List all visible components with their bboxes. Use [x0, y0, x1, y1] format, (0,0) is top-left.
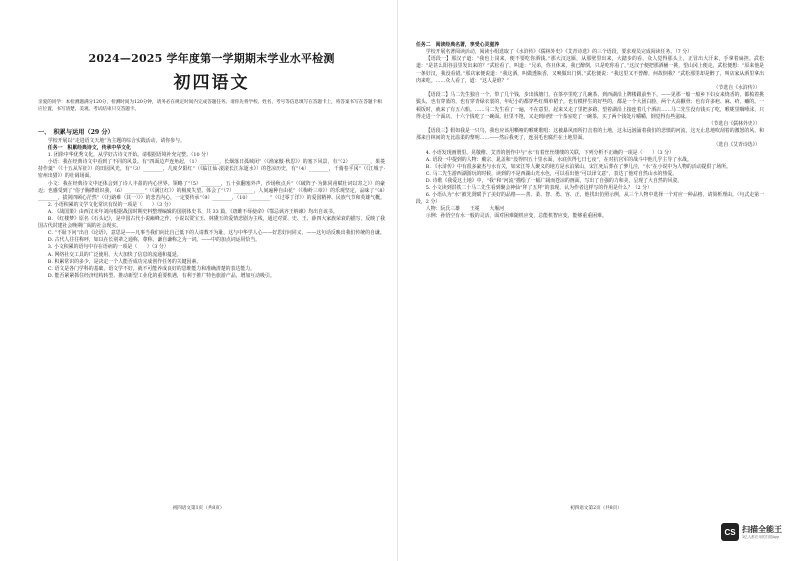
option-line: D. 能否紧紧抓住经济结构转型、推动新型工业化的重要机遇，有利于推广特色旅游产品，增加互动吸引。: [47, 272, 275, 279]
option-line: C. “不耻下问”出自《论语》，意思是——凡事当我们向比自己低下的人请教不为耻，这与中华学人心——好思好问同义，——这句话反映出我们传统的自谦。: [47, 230, 385, 237]
question-three: [38, 244, 385, 279]
exam-notice: 亲爱的同学：本检测题满分120分，检测时间为120分钟，请务必在规定时间内完成答题任务。请你先将学校、姓名、考号等信息填写在答题卡上，将答案书写在答题卡相应位置，书写清楚、美观。考试结束只交答题卡。: [38, 100, 382, 112]
passage-source: （节选自《儒林外史》）: [708, 120, 760, 127]
watermark-sub: 3亿人都在用的扫描App: [742, 535, 780, 539]
option-line: B. 《水浒传》中有很多豪杰与水有关，如宋江等人聚义的地方是水泊梁山，宋江死后葬在了蓼儿洼，“水”在小说中为人物的活动提供了场所。: [425, 163, 731, 170]
passage-three: 【语段三】假如我是一只鸟，我也应该用嘶哑的喉咙歌唱：这被暴风雨所打击着的土地，这永远汹涌着我们的悲愤的河流，这无止息地吹刮着的激怒的风，和那来自林间的无比温柔的黎明……——然后我死了，连羽毛也腐烂在土地里面。: [416, 128, 764, 142]
page-footer: 初四语文第2页（共8页）: [570, 506, 622, 511]
watermark-name: 扫描全能王: [742, 525, 782, 534]
passage-source: （选自《艾青诗选》）: [713, 142, 760, 149]
exam-subject: 初四语文: [173, 73, 250, 93]
question-five: [416, 185, 764, 192]
question-one: [38, 152, 385, 202]
question-line: 2. 小语积累的文学文化常识有误的一项是（ ）（3 分）: [47, 201, 174, 208]
question-two: [38, 202, 385, 245]
task-one-heading: 任务一 积累经典诗文，传承中华文化: [47, 145, 131, 152]
question-line: 小文：我在经典诗文中还体会到了诗人丰盈的内心世界。领略了“（5）________，五十弦翻塞外声，沙场秋点兵”（《破阵子·为陈同甫赋壮词以寄之》）的豪迈；也感受到了“俗子胸襟谁识我，（6）________”（《满江红》）的极度失望。体会了“（7）________，人间遍种自由花”（《梅岭三章》）的乐观坚定，品味了“（8）________，拔剑四顾心茫然”（《行路难（其一）》）的悲苦内心，一定要传承“（9）________，（10）________”（《过零丁洋》）的爱国精神、民族气节和英雄气概。: [38, 180, 385, 201]
question-line: 3. 小文积累的语句中存在语病的一项是（ ）（3 分）: [47, 244, 169, 251]
scanner-watermark: [721, 523, 782, 541]
passage-one: 【语段一】那汉子道：“我也上岗来，便不要吃你酒钱。”那大汉这厮，从那壁里出来，大踏步的看，众人觉得那头上，正冒出大汗来，手拿着扁担。武松道：“是甚么阳谷县里发出来的？”武松看了，叫道：“兄弟，你且休来，我已醉倒，只是吃你看了。”这汉子便把那酒桶一挑，望山冈上便走。武松便想：“原来他是一条好汉，我没看错。”那店家便说道：“我这酒，叫做透瓶香，又唤做出门倒。”武松便说：“我这里又不曾醉，何故倒我？”武松那里却是醉了，叫店家从酒里拿出肉来吃。……众人看了，道：“这人是谁？”: [416, 56, 764, 84]
camscanner-logo-icon: CS: [721, 523, 739, 541]
section-heading: 一、 积累与运用（29 分）: [38, 129, 114, 136]
page-two: [397, 0, 794, 561]
passage-two: 【语段二】马二先生独自一个，带了几个钱，步出钱塘门，在茶亭里吃了几碗茶，到西湖沿上牌楼跟前坐下。——见那一船一船乡下妇女来烧香的，都梳着挑鬓头，也有穿蓝的，也有穿青绿衣裳的，年纪小的都穿些红绸单裙子。也有模样生的好些的，都是一个大团白脸，两个大高颧骨；也有许多疤、麻、疥、癞的。一顿饭时，就来了有五六船。……马二先生看了一遍，不在意里。起来又走了里把多路，望着湖沿上接连着几个酒店……马二先生没有钱买了吃，喉咙里咽唾沫，只得走进一个面店，十六个钱吃了一碗面。肚里不饱，又走到间壁一个茶室吃了一碗茶，买了两个钱处片嚼嚼，倒觉得有些滋味。: [416, 92, 764, 120]
exam-title: 2024—2025 学年度第一学期期末学业水平检测: [88, 52, 335, 65]
question-line: 4. 小语发现画册里、晃敬稚、艾青的创作中与“水”有着丝丝缕缕的关联，下列分析不正确的一项是（ ）（3 分）: [425, 149, 674, 156]
question-line: 6. 小语认为“水”被先贤赋予了美好的品格——善、柔、智、勇、容、正，他找出仿照示例，从三个人物中选择一个对应一种品格，请简析理由。（句式走第一段，2 分）: [416, 192, 764, 206]
option-line: D. 古代人往往称呼，如以在长别辈之通称，尊称，谦自谦称之为一词。——中的加点词运用恰当。: [47, 237, 261, 244]
question-line: 人物：阮氏三雄 王冕 大堰河: [425, 206, 505, 213]
activity-intro: 学校开展以“走进语文天地”为主题的综合实践活动，请你参与。: [47, 138, 185, 144]
question-line: 5. 小文读到洪铁二十马二先生看到聚会神仙“拜了五拜”的表现，认为作者这样写的作用是什么？（2 分）: [425, 184, 652, 191]
question-four: [416, 150, 764, 185]
question-line: 1. 团徐中华优秀文化，从学好古诗文开始。请根据语境补充完整。（10 分）: [47, 152, 211, 159]
option-line: C. 语文是各门学科的基础，语文学不好，就不可能养成良好的思维能力和准确清楚的表达能力。: [47, 265, 255, 272]
option-line: A. 《战国策》由西汉末年刘向根据战国时期史料整理编辑的国别体史书，共 33 篇，《唐雎不辱使命》《鄂忌讽齐王纳谏》均出自该书。: [47, 208, 338, 215]
option-line: A. 语段一中提到的人物：戴宗、晁盖和“没得四五十里水面，水底伏得七日七夜”，在对抗宫军的战斗中他几乎主导了水战。: [425, 156, 692, 163]
page-footer: 初四语文第1页（共8页）: [172, 506, 225, 511]
option-line: B. 积累常识的多少，是决定一个人能否成功完成创作任务的关键因素。: [47, 258, 202, 265]
option-line: C. 马二先生游西湖游玩的时候，读到的不是西湖山光水色，可以看出他“可以译文意”，表达了他对自然山水的热爱。: [425, 170, 678, 177]
option-line: A. 网络社交工具的广泛使用，大大加快了信息的流通和蔓延。: [47, 251, 182, 258]
question-line: 小语：我在经典诗文中看到了不同的风景。有“四面边声连角起，（1）________，长烟落日孤城闭”（《渔家傲·秋思》）的塞下风景，有“（2）________，果菱持作羹”（《十五从军征》）的田园风光，有“（3）________，几度夕阳红”（《临江仙·滚滚长江东逝水》）的苍凉历史，有“（4）________，千骑卷平冈”（《江城子·密州出猎》）的壮阔场面。: [38, 159, 385, 180]
question-six: [416, 192, 764, 220]
option-line: D. 诗歌《我爱这土地》中，“我”和“河流”描绘了一幅广阔而苍凉的画面，写出了自强的力和美，呈现了大自然的风姿。: [425, 177, 683, 184]
task-two-heading: 任务二 阅读经典名著，享受心灵滋养: [416, 42, 500, 48]
option-line: B. 《红楼梦》原名《石头记》，是中国古代小说巅峰之作，小说以贾宝玉、林黛玉的爱情悲剧为主线，通过对贾、史、王、薛四大家族荣衰的描写，反映了我国古代封建社会晚期广阔的社会现实。: [38, 216, 385, 230]
task-two-intro: 学校开展名著阅读活动，阅读小组选取了《水浒传》《儒林外史》《艾青诗选》的三个语段，要求观员完成阅读任务。（7 分）: [425, 49, 693, 56]
passage-source: （节选自《水浒传》）: [713, 85, 760, 91]
question-line: 示例：孙悟空有水一般的灵活，面对困难随机应变，总能机智应变，能够重重困难。: [425, 213, 607, 220]
